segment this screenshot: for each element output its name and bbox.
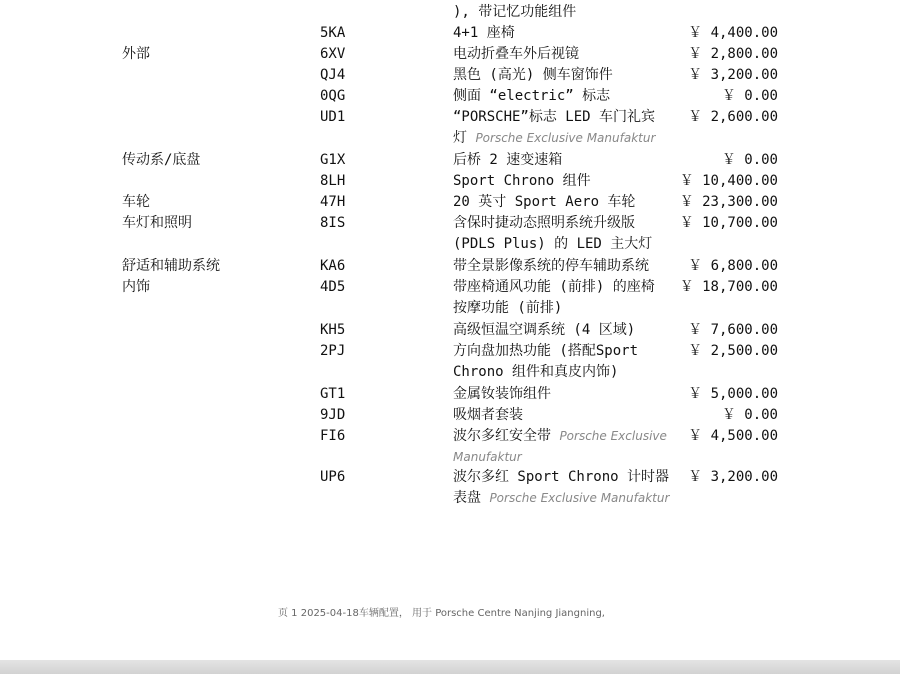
description-line <box>453 488 678 509</box>
description-line: 含保时捷动态照明系统升级版 <box>453 215 635 231</box>
category-label: 车灯和照明 <box>122 215 192 231</box>
option-code: KA6 <box>320 258 346 274</box>
description-line: ), 带记忆功能组件 <box>453 4 577 20</box>
viewer-bottom-bar <box>0 660 900 674</box>
option-price: ￥ 6,800.00 <box>688 258 778 274</box>
option-code: KH5 <box>320 322 346 338</box>
description-line: “PORSCHE”标志 LED 车门礼宾 <box>453 109 656 125</box>
description-line <box>453 128 678 149</box>
option-description <box>453 384 678 405</box>
option-code: UD1 <box>320 109 346 125</box>
description-line: (PDLS Plus) 的 LED 主大灯 <box>453 236 653 252</box>
option-price: ￥ 18,700.00 <box>679 279 778 295</box>
option-price: ￥ 5,000.00 <box>688 386 778 402</box>
exclusive-note: Porsche Exclusive Manufaktur <box>489 491 670 505</box>
description-line: 4+1 座椅 <box>453 25 515 41</box>
option-price: ￥ 3,200.00 <box>688 469 778 485</box>
option-code: 6XV <box>320 46 346 62</box>
option-price: ￥ 10,400.00 <box>679 173 778 189</box>
description-line: 带座椅通风功能 (前排) 的座椅 <box>453 279 655 295</box>
option-code: QJ4 <box>320 67 346 83</box>
option-code: FI6 <box>320 428 346 444</box>
option-description <box>453 107 678 149</box>
description-text: 波尔多红安全带 <box>453 428 551 444</box>
option-description <box>453 426 685 468</box>
description-line: 金属钕装饰组件 <box>453 386 551 402</box>
description-text: 表盘 <box>453 490 481 506</box>
option-description <box>453 2 678 23</box>
option-price: ￥ 0.00 <box>721 407 778 423</box>
description-line: 按摩功能 (前排) <box>453 300 563 316</box>
category-label: 内饰 <box>122 279 150 295</box>
option-price: ￥ 2,600.00 <box>688 109 778 125</box>
description-line: 侧面 “electric” 标志 <box>453 88 611 104</box>
option-price: ￥ 3,200.00 <box>688 67 778 83</box>
page-footer: 页 1 2025-04-18车辆配置， 用于 Porsche Centre Nanjing Jiangning, <box>278 608 605 619</box>
option-price: ￥ 2,500.00 <box>688 343 778 359</box>
option-description <box>453 256 678 277</box>
option-price: ￥ 4,500.00 <box>688 428 778 444</box>
option-code: 47H <box>320 194 346 210</box>
option-price: ￥ 4,400.00 <box>688 25 778 41</box>
option-description <box>453 405 678 426</box>
option-code: 4D5 <box>320 279 346 295</box>
option-price: ￥ 0.00 <box>721 152 778 168</box>
category-label: 舒适和辅助系统 <box>122 258 220 274</box>
exclusive-note: Porsche Exclusive Manufaktur <box>453 429 667 464</box>
option-code: G1X <box>320 152 346 168</box>
category-label: 传动系/底盘 <box>122 152 201 168</box>
description-line: 20 英寸 Sport Aero 车轮 <box>453 194 636 210</box>
option-price: ￥ 7,600.00 <box>688 322 778 338</box>
exclusive-note: Porsche Exclusive Manufaktur <box>475 131 656 145</box>
option-price: ￥ 0.00 <box>721 88 778 104</box>
option-code: 5KA <box>320 25 346 41</box>
description-line: 后桥 2 速变速箱 <box>453 152 563 168</box>
description-text: 灯 <box>453 130 467 146</box>
option-description <box>453 65 678 86</box>
option-code: 8IS <box>320 215 346 231</box>
option-price: ￥ 2,800.00 <box>688 46 778 62</box>
option-price: ￥ 10,700.00 <box>679 215 778 231</box>
description-line: Chrono 组件和真皮内饰) <box>453 364 619 380</box>
option-code: 9JD <box>320 407 346 423</box>
option-code: 2PJ <box>320 343 346 359</box>
option-description <box>453 277 678 319</box>
description-line: 电动折叠车外后视镜 <box>453 46 579 62</box>
option-description <box>453 320 678 341</box>
option-code: 8LH <box>320 173 346 189</box>
option-description <box>453 150 678 171</box>
option-description <box>453 171 678 192</box>
option-description <box>453 86 678 107</box>
description-line: 带全景影像系统的停车辅助系统 <box>453 258 649 274</box>
description-line: 吸烟者套装 <box>453 407 523 423</box>
category-label: 车轮 <box>122 194 150 210</box>
description-line: 波尔多红 Sport Chrono 计时器 <box>453 469 670 485</box>
option-description <box>453 341 678 383</box>
description-line: 黑色 (高光) 侧车窗饰件 <box>453 67 613 83</box>
option-description <box>453 23 678 44</box>
category-label: 外部 <box>122 46 150 62</box>
option-description <box>453 213 678 255</box>
option-code: UP6 <box>320 469 346 485</box>
description-line: Sport Chrono 组件 <box>453 173 591 189</box>
option-description <box>453 192 678 213</box>
description-line: 高级恒温空调系统 (4 区域) <box>453 322 636 338</box>
option-description <box>453 467 678 509</box>
description-line: 方向盘加热功能 (搭配Sport <box>453 343 639 359</box>
option-code: GT1 <box>320 386 346 402</box>
option-code: 0QG <box>320 88 346 104</box>
option-price: ￥ 23,300.00 <box>679 194 778 210</box>
option-description <box>453 44 678 65</box>
